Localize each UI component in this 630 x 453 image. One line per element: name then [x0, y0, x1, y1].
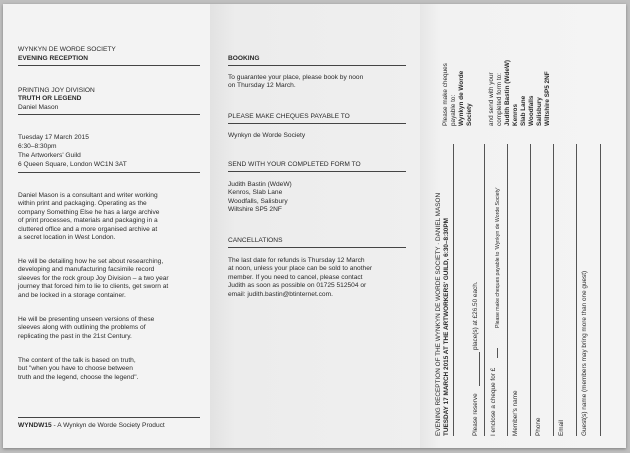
cheque-payee: Wynkyn de Worde — [458, 70, 465, 126]
form-address-5: Salisbury — [536, 97, 543, 126]
panel-booking-info — [210, 4, 420, 448]
send-label: and send with your — [488, 72, 495, 126]
booking-text: To guarantee your place, please book by noon on Thursday 12 March. — [228, 74, 364, 90]
divider — [228, 65, 406, 66]
divider — [18, 172, 200, 173]
enclose-note: Please make cheques payable to 'Wynkyn de Worde Society' — [495, 187, 501, 328]
leaflet-sheet — [3, 4, 626, 448]
send-address: Judith Bastin (WdeW) Kenros, Slab Lane Woodfalls, Salisbury Wiltshire SP5 2NF — [228, 181, 292, 214]
divider — [18, 65, 200, 66]
cancellations-text: The last date for refunds is Thursday 12 March at noon, unless your place can be sold to another member. If you need to cancel, please contact Judith as soon as possible on 01725 512504 or email: judith.bastin@btinternet.com. — [228, 257, 373, 298]
panel-booking-form — [420, 4, 626, 448]
venue-address: 6 Queen Square, London WC1N 3AT — [18, 161, 127, 168]
form-address-1: Judith Bastin (WdeW) — [504, 59, 511, 126]
reserve-places-field[interactable] — [479, 352, 480, 386]
divider — [18, 417, 200, 418]
quote-paragraph: The content of the talk is based on truth, but "when you have to choose between truth and the legend, choose the legend". — [18, 357, 139, 381]
divider — [453, 144, 454, 436]
cheque-label: Please make cheques — [442, 63, 449, 126]
guest-name-label: Guest(s) name (members may bring more than one guest) — [581, 270, 588, 436]
divider — [507, 144, 508, 436]
reserve-label: Please reserve — [472, 393, 479, 436]
form-address-3: Slab Lane — [520, 95, 527, 126]
guest-name-field[interactable] — [600, 144, 601, 436]
send-heading: SEND WITH YOUR COMPLETED FORM TO — [228, 161, 361, 168]
cheque-label-2: payable to: — [450, 94, 457, 126]
phone-label: Phone — [535, 417, 542, 436]
phone-field[interactable] — [553, 144, 554, 436]
form-address-2: Kenros — [512, 103, 519, 126]
enclose-label: I enclose a cheque for £ — [490, 367, 497, 436]
booking-form-rotated — [420, 4, 626, 448]
email-label: Email — [558, 420, 565, 436]
send-label-2: completed form to: — [496, 73, 503, 126]
member-name-field[interactable] — [530, 144, 531, 436]
cheques-payee: Wynkyn de Worde Society — [228, 132, 306, 139]
event-date: Tuesday 17 March 2015 — [18, 134, 89, 141]
member-name-label: Member's name — [512, 390, 519, 436]
talk-paragraph: He will be detailing how he set about researching, developing and manufacturing facsimile record sleeves for the rock group Joy Division – a two year journey that forced him to lie to clients, get sworn at and be locked in a storage container. — [18, 258, 169, 299]
cancellations-heading: CANCELLATIONS — [228, 237, 283, 244]
presentation-paragraph: He will be presenting unseen versions of these sleeves along with outlining the problems of replicating the past in the 21st Century. — [18, 316, 155, 340]
reserve-suffix: place(s) at £26.50 each. — [472, 281, 479, 350]
form-title: EVENING RECEPTION OF THE WYNKYN DE WORDE SOCIETY · DANIEL MASON — [435, 192, 442, 436]
society-name: WYNKYN DE WORDE SOCIETY — [18, 46, 116, 53]
form-address-6: Wiltshire SP5 2NF — [544, 71, 551, 126]
divider — [228, 123, 406, 124]
divider — [228, 171, 406, 172]
event-name: EVENING RECEPTION — [18, 55, 88, 62]
event-time: 6:30–8:30pm — [18, 143, 57, 150]
form-address-4: Woodfalls — [528, 95, 535, 126]
talk-title: TRUTH OR LEGEND — [18, 95, 82, 102]
footer-credit: WYNDW15 - A Wynkyn de Worde Society Product — [18, 422, 165, 429]
talk-subtitle: PRINTING JOY DIVISION — [18, 87, 95, 94]
cheque-amount-field[interactable] — [497, 348, 498, 358]
venue-name: The Artworkers' Guild — [18, 152, 81, 159]
cheques-heading: PLEASE MAKE CHEQUES PAYABLE TO — [228, 113, 350, 120]
divider — [18, 114, 200, 115]
booking-heading: BOOKING — [228, 55, 260, 62]
form-subtitle: TUESDAY 17 MARCH 2015 AT THE ARTWORKERS' GUILD, 6:30–8:30PM — [443, 218, 450, 436]
divider — [228, 247, 406, 248]
email-field[interactable] — [576, 144, 577, 436]
cheque-payee-2: Society — [466, 103, 473, 126]
divider — [484, 144, 485, 436]
speaker-name: Daniel Mason — [18, 104, 59, 111]
bio-paragraph: Daniel Mason is a consultant and writer working within print and packaging. Operating as the company Something Else he has a large archive of print processes, materials and packaging in a cluttered office and a more organised archive at a secret location in West London. — [18, 192, 160, 242]
panel-event-info — [3, 4, 210, 448]
